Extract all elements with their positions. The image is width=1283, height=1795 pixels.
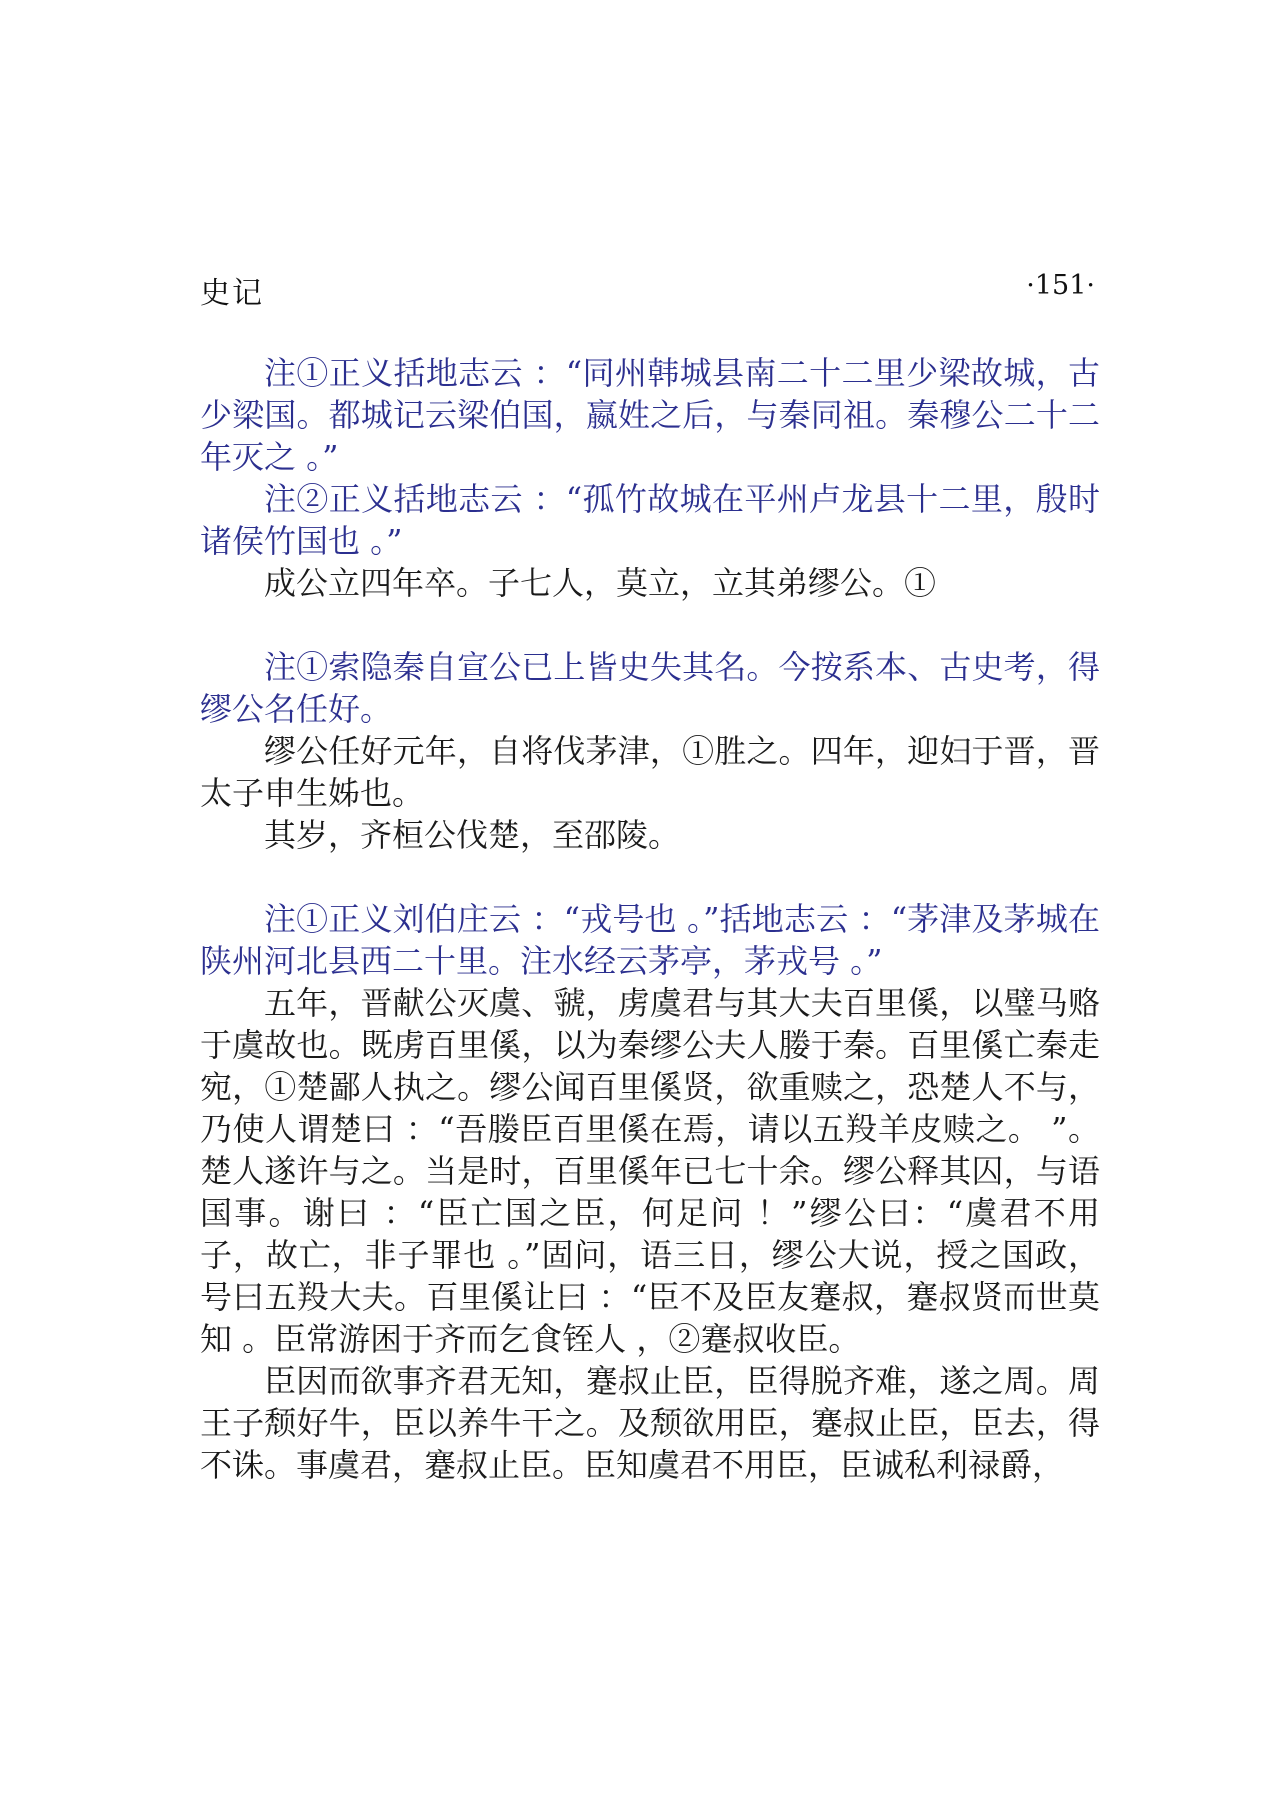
body-paragraph: 五年，晋献公灭虞、虢，虏虞君与其大夫百里傒，以璧马赂于虞故也。既虏百里傒，以为秦缪公夫人媵于秦。百里傒亡秦走宛，①楚鄙人执之。缪公闻百里傒贤，欲重赎之，恐楚人不与，乃使人谓楚曰 ：“吾媵臣百里傒在焉，请以五羖羊皮赎之。 ”。楚人遂许与之。当是时，百里傒年已七十余。缪公释其囚，与语国事。谢曰 ：“臣亡国之臣，何足问 ！”缪公曰：“虞君不用子，故亡，非子罪也 。”固问，语三日，缪公大说，授之国政，号曰五羖大夫。百里傒让曰 ：“臣不及臣友蹇叔，蹇叔贤而世莫知 。臣常游困于齐而乞食铚人 ，②蹇叔收臣。 [200, 984, 1100, 1358]
book-title: 史记 [200, 276, 264, 311]
paragraph-spacer [200, 856, 1100, 898]
paragraph-spacer [200, 604, 1100, 646]
body-paragraph: 臣因而欲事齐君无知，蹇叔止臣，臣得脱齐难，遂之周。周王子颓好牛，臣以养牛干之。及颓欲用臣，蹇叔止臣，臣去，得不诛。事虞君，蹇叔止臣。臣知虞君不用臣，臣诚私利禄爵， [200, 1362, 1100, 1484]
body-paragraph: 其岁，齐桓公伐楚，至邵陵。 [264, 816, 681, 854]
body-paragraph: 缪公任好元年，自将伐茅津，①胜之。四年，迎妇于晋，晋太子申生姊也。 [200, 732, 1100, 812]
annotation-paragraph: 注①正义括地志云 ：“同州韩城县南二十二里少梁故城，古少梁国。都城记云梁伯国，嬴姓之后，与秦同祖。秦穆公二十二年灭之 。” [200, 354, 1100, 476]
annotation-paragraph: 注②正义括地志云 ：“孤竹故城在平州卢龙县十二里，殷时诸侯竹国也 。” [200, 480, 1100, 560]
body-paragraph: 成公立四年卒。子七人，莫立，立其弟缪公。① [264, 564, 937, 602]
annotation-paragraph: 注①正义刘伯庄云 ：“戎号也 。”括地志云 ：“茅津及茅城在陕州河北县西二十里。注水经云茅亭，茅戎号 。” [200, 900, 1100, 980]
annotation-paragraph: 注①索隐秦自宣公已上皆史失其名。今按系本、古史考，得缪公名任好。 [200, 648, 1100, 728]
page-content [200, 352, 1100, 1486]
page-number: ·151· [1026, 270, 1095, 301]
page-header [200, 268, 1095, 311]
